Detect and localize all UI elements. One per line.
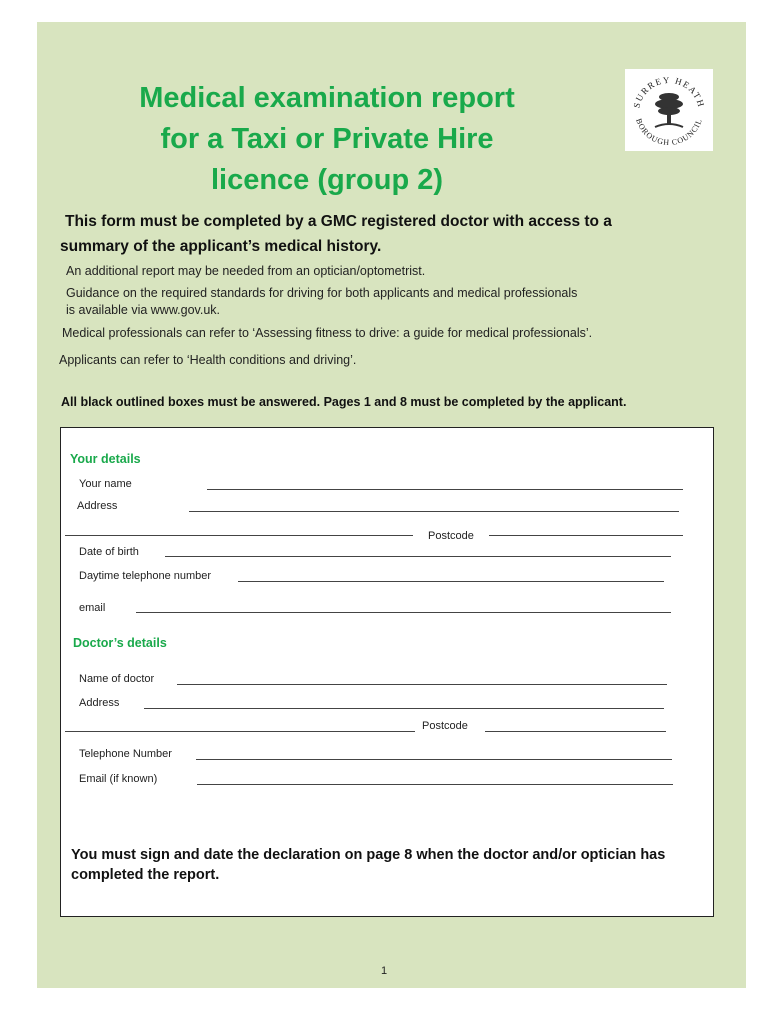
your-name-label: Your name bbox=[79, 478, 132, 490]
intro-line-1: An additional report may be needed from an optician/optometrist. bbox=[66, 264, 426, 278]
svg-text:BOROUGH COUNCIL: BOROUGH COUNCIL bbox=[634, 117, 704, 148]
doctor-phone-field[interactable] bbox=[196, 759, 672, 760]
your-address-field[interactable] bbox=[189, 511, 679, 512]
title-line-2: for a Taxi or Private Hire bbox=[160, 123, 494, 155]
doctor-email-label: Email (if known) bbox=[79, 773, 158, 785]
instruction-text: All black outlined boxes must be answered. Pages 1 and 8 must be completed by the applicant. bbox=[61, 395, 627, 409]
your-address-line-2-field[interactable] bbox=[65, 535, 413, 536]
intro-bold-line-1: This form must be completed by a GMC registered doctor with access to a bbox=[65, 213, 612, 230]
doctor-name-label: Name of doctor bbox=[79, 673, 155, 685]
daytime-phone-field[interactable] bbox=[238, 581, 664, 582]
details-box bbox=[60, 427, 714, 917]
your-name-field[interactable] bbox=[207, 489, 683, 490]
intro-bold-line-2: summary of the applicant’s medical history. bbox=[60, 238, 382, 255]
doctor-name-field[interactable] bbox=[177, 684, 667, 685]
your-details-heading: Your details bbox=[70, 452, 141, 466]
title-line-1: Medical examination report bbox=[139, 82, 515, 114]
doctor-address-line-2-field[interactable] bbox=[65, 731, 415, 732]
doctor-address-label: Address bbox=[79, 697, 120, 709]
page-number: 1 bbox=[381, 965, 388, 977]
date-of-birth-field[interactable] bbox=[165, 556, 671, 557]
intro-line-4: Medical professionals can refer to ‘Assessing fitness to drive: a guide for medical professionals’. bbox=[62, 326, 593, 340]
title-line-3: licence (group 2) bbox=[210, 164, 444, 196]
form-page bbox=[37, 22, 746, 988]
svg-text:SURREY HEATH: SURREY HEATH bbox=[631, 74, 707, 109]
tree-icon bbox=[625, 69, 713, 151]
your-postcode-field[interactable] bbox=[489, 535, 683, 536]
council-logo bbox=[625, 69, 713, 151]
doctor-postcode-field[interactable] bbox=[485, 731, 666, 732]
intro-line-3: is available via www.gov.uk. bbox=[66, 303, 221, 317]
daytime-phone-label: Daytime telephone number bbox=[79, 570, 212, 582]
doctor-postcode-label: Postcode bbox=[422, 720, 468, 732]
doctor-address-field[interactable] bbox=[144, 708, 664, 709]
your-address-label: Address bbox=[77, 500, 118, 512]
your-email-field[interactable] bbox=[136, 612, 671, 613]
intro-line-5: Applicants can refer to ‘Health conditions and driving’. bbox=[59, 353, 357, 367]
page-title bbox=[97, 78, 557, 201]
your-postcode-label: Postcode bbox=[428, 530, 474, 542]
doctor-details-heading: Doctor’s details bbox=[73, 636, 167, 650]
declaration-notice: You must sign and date the declaration on page 8 when the doctor and/or optician has completed the report. bbox=[71, 847, 666, 883]
your-email-label: email bbox=[79, 602, 106, 614]
doctor-phone-label: Telephone Number bbox=[79, 748, 172, 760]
doctor-email-field[interactable] bbox=[197, 784, 673, 785]
date-of-birth-label: Date of birth bbox=[79, 546, 139, 558]
intro-line-2: Guidance on the required standards for driving for both applicants and medical professionals bbox=[66, 286, 578, 300]
